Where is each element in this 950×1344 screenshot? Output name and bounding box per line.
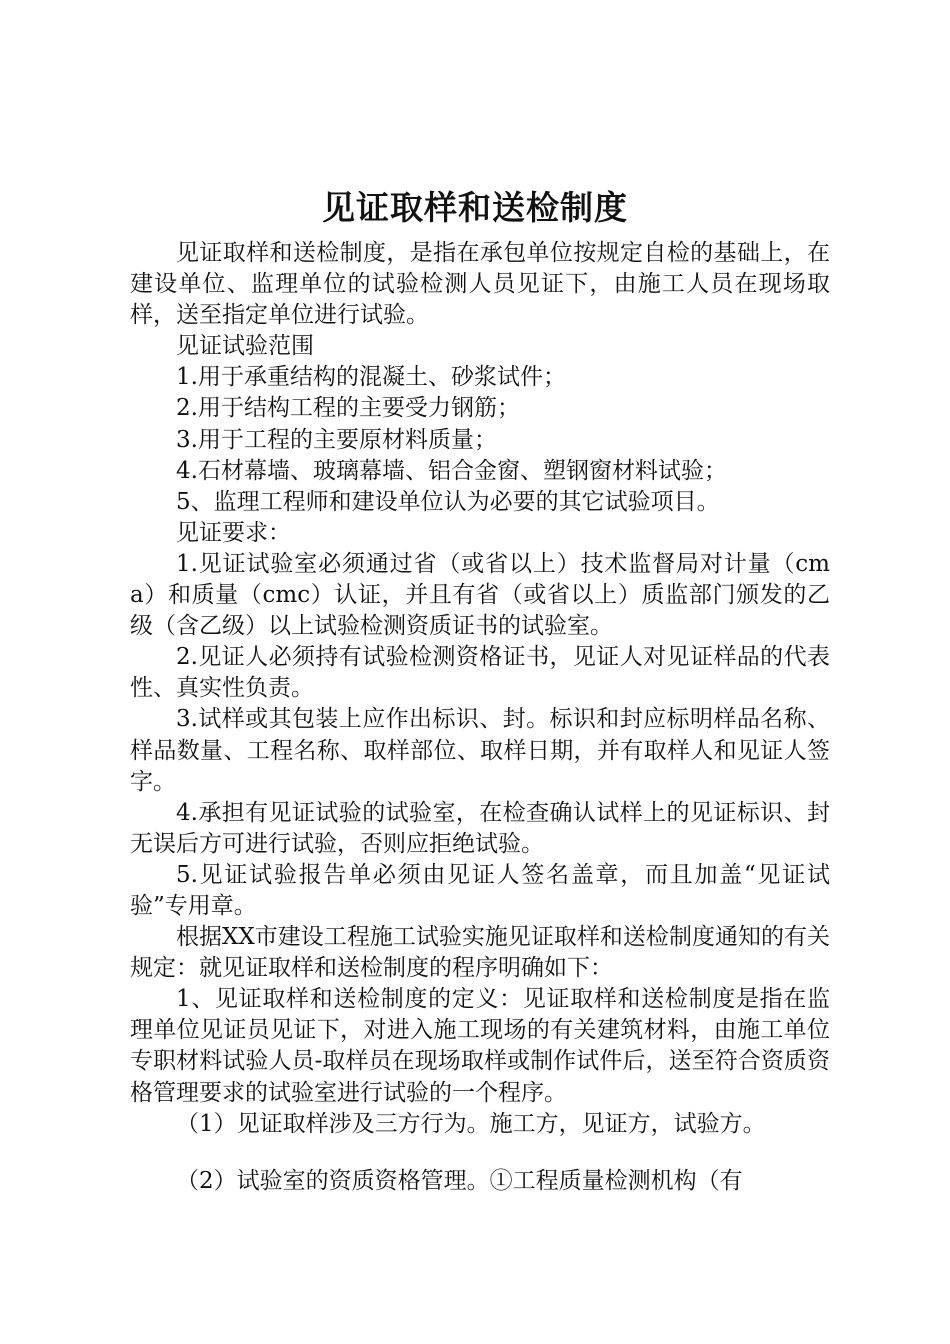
paragraph-regulation: 根据XX市建设工程施工试验实施见证取样和送检制度通知的有关规定：就见证取样和送检制度的程序明确如下： xyxy=(130,924,830,982)
list-item-requirement-5: 5.见证试验报告单必须由见证人签名盖章，而且加盖“见证试验”专用章。 xyxy=(130,861,830,919)
heading-requirements: 见证要求： xyxy=(176,519,291,546)
document-body xyxy=(130,238,830,1197)
list-item-scope-4: 4.石材幕墙、玻璃幕墙、铝合金窗、塑钢窗材料试验； xyxy=(176,457,727,484)
paragraph-intro: 见证取样和送检制度，是指在承包单位按规定自检的基础上，在建设单位、监理单位的试验检测人员见证下，由施工人员在现场取样，送至指定单位进行试验。 xyxy=(130,240,830,329)
list-item-scope-1: 1.用于承重结构的混凝土、砂浆试件； xyxy=(176,364,566,391)
list-item-requirement-1: 1.见证试验室必须通过省（或省以上）技术监督局对计量（cma）和质量（cmc）认证，并且有省（或省以上）质监部门颁发的乙级（含乙级）以上试验检测资质证书的试验室。 xyxy=(130,550,830,640)
list-item-requirement-3: 3.试样或其包装上应作出标识、封。标识和封应标明样品名称、样品数量、工程名称、取样部位、取样日期，并有取样人和见证人签字。 xyxy=(130,706,830,795)
list-item-requirement-4: 4.承担有见证试验的试验室，在检查确认试样上的见证标识、封无误后方可进行试验，否则应拒绝试验。 xyxy=(130,799,830,857)
list-item-requirement-2: 2.见证人必须持有试验检测资格证书，见证人对见证样品的代表性、真实性负责。 xyxy=(130,644,830,702)
paragraph-lab-qualification: （2）试验室的资质资格管理。①工程质量检测机构（有 xyxy=(176,1167,743,1194)
paragraph-three-parties: （1）见证取样涉及三方行为。施工方，见证方，试验方。 xyxy=(176,1110,766,1137)
paragraph-definition: 1、见证取样和送检制度的定义：见证取样和送检制度是指在监理单位见证员见证下，对进入施工现场的有关建筑材料，由施工单位专职材料试验人员-取样员在现场取样或制作试件后，送至符合资质资格管理要求的试验室进行试验的一个程序。 xyxy=(130,986,830,1106)
document-title: 见证取样和送检制度 xyxy=(322,188,628,227)
list-item-scope-3: 3.用于工程的主要原材料质量； xyxy=(176,426,497,453)
list-item-scope-2: 2.用于结构工程的主要受力钢筋； xyxy=(176,395,520,422)
list-item-scope-5: 5、监理工程师和建设单位认为必要的其它试验项目。 xyxy=(176,488,720,515)
heading-test-scope: 见证试验范围 xyxy=(176,333,314,360)
